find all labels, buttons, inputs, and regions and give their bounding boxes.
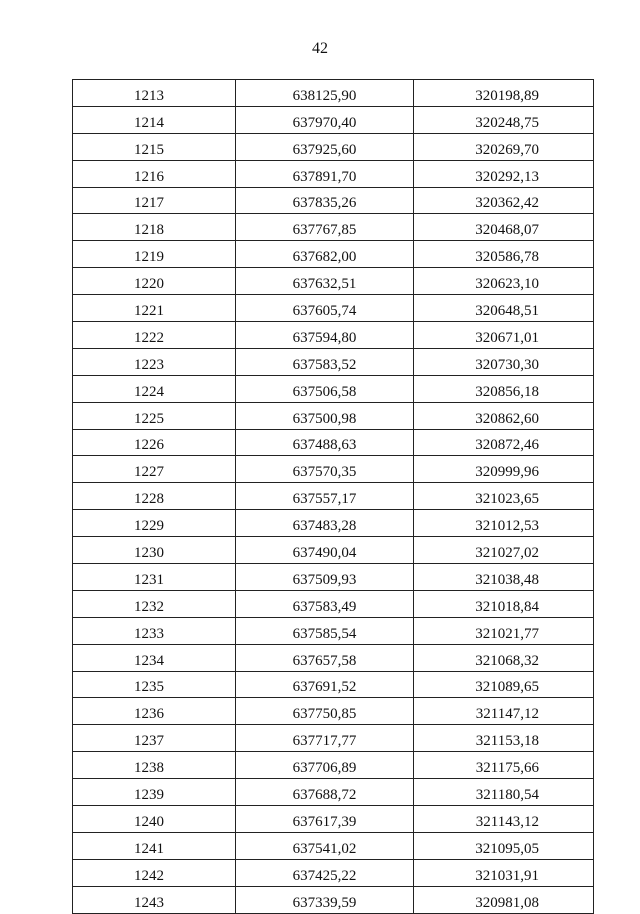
x-coordinate-cell: 637425,22 [236,859,414,886]
x-coordinate-cell: 637750,85 [236,698,414,725]
x-coordinate-cell: 637583,52 [236,348,414,375]
x-coordinate-cell: 637891,70 [236,160,414,187]
table-row [73,160,594,187]
x-coordinate-cell: 637706,89 [236,752,414,779]
point-number-cell: 1219 [73,241,236,268]
table-row [73,214,594,241]
table-row [73,564,594,591]
table-row [73,671,594,698]
y-coordinate-cell: 320586,78 [414,241,594,268]
x-coordinate-cell: 637509,93 [236,564,414,591]
table-row [73,375,594,402]
point-number-cell: 1218 [73,214,236,241]
x-coordinate-cell: 637970,40 [236,106,414,133]
point-number-cell: 1242 [73,859,236,886]
x-coordinate-cell: 637585,54 [236,617,414,644]
table-row [73,644,594,671]
y-coordinate-cell: 321021,77 [414,617,594,644]
point-number-cell: 1237 [73,725,236,752]
x-coordinate-cell: 637557,17 [236,483,414,510]
x-coordinate-cell: 637835,26 [236,187,414,214]
x-coordinate-cell: 637682,00 [236,241,414,268]
point-number-cell: 1223 [73,348,236,375]
point-number-cell: 1239 [73,779,236,806]
y-coordinate-cell: 321147,12 [414,698,594,725]
y-coordinate-cell: 320862,60 [414,402,594,429]
y-coordinate-cell: 320362,42 [414,187,594,214]
point-number-cell: 1217 [73,187,236,214]
table-row [73,80,594,107]
table-row [73,322,594,349]
point-number-cell: 1226 [73,429,236,456]
page-number: 42 [312,40,328,57]
y-coordinate-cell: 320981,08 [414,886,594,913]
table-row [73,537,594,564]
x-coordinate-cell: 637605,74 [236,295,414,322]
y-coordinate-cell: 321023,65 [414,483,594,510]
point-number-cell: 1236 [73,698,236,725]
point-number-cell: 1222 [73,322,236,349]
point-number-cell: 1225 [73,402,236,429]
x-coordinate-cell: 638125,90 [236,80,414,107]
point-number-cell: 1232 [73,590,236,617]
point-number-cell: 1224 [73,375,236,402]
table-row [73,187,594,214]
point-number-cell: 1220 [73,268,236,295]
table-row [73,456,594,483]
table-row [73,590,594,617]
y-coordinate-cell: 321031,91 [414,859,594,886]
table-row [73,806,594,833]
table-row [73,133,594,160]
y-coordinate-cell: 321027,02 [414,537,594,564]
x-coordinate-cell: 637617,39 [236,806,414,833]
x-coordinate-cell: 637767,85 [236,214,414,241]
point-number-cell: 1243 [73,886,236,913]
table-row [73,402,594,429]
table-row [73,886,594,913]
point-number-cell: 1231 [73,564,236,591]
y-coordinate-cell: 320856,18 [414,375,594,402]
table-body [73,80,594,914]
point-number-cell: 1241 [73,832,236,859]
x-coordinate-cell: 637594,80 [236,322,414,349]
table-row [73,832,594,859]
y-coordinate-cell: 321089,65 [414,671,594,698]
y-coordinate-cell: 320999,96 [414,456,594,483]
table-row [73,268,594,295]
y-coordinate-cell: 321068,32 [414,644,594,671]
table-row [73,106,594,133]
coordinates-table [72,79,594,914]
point-number-cell: 1235 [73,671,236,698]
x-coordinate-cell: 637490,04 [236,537,414,564]
y-coordinate-cell: 321095,05 [414,832,594,859]
x-coordinate-cell: 637657,58 [236,644,414,671]
point-number-cell: 1213 [73,80,236,107]
table-row [73,698,594,725]
x-coordinate-cell: 637632,51 [236,268,414,295]
point-number-cell: 1228 [73,483,236,510]
y-coordinate-cell: 320248,75 [414,106,594,133]
y-coordinate-cell: 320730,30 [414,348,594,375]
x-coordinate-cell: 637688,72 [236,779,414,806]
table-row [73,752,594,779]
x-coordinate-cell: 637500,98 [236,402,414,429]
x-coordinate-cell: 637541,02 [236,832,414,859]
y-coordinate-cell: 321180,54 [414,779,594,806]
point-number-cell: 1233 [73,617,236,644]
y-coordinate-cell: 320468,07 [414,214,594,241]
point-number-cell: 1221 [73,295,236,322]
table-row [73,859,594,886]
y-coordinate-cell: 320671,01 [414,322,594,349]
x-coordinate-cell: 637506,58 [236,375,414,402]
y-coordinate-cell: 321012,53 [414,510,594,537]
x-coordinate-cell: 637339,59 [236,886,414,913]
y-coordinate-cell: 320623,10 [414,268,594,295]
y-coordinate-cell: 320648,51 [414,295,594,322]
y-coordinate-cell: 321143,12 [414,806,594,833]
point-number-cell: 1240 [73,806,236,833]
point-number-cell: 1229 [73,510,236,537]
y-coordinate-cell: 320872,46 [414,429,594,456]
x-coordinate-cell: 637570,35 [236,456,414,483]
point-number-cell: 1215 [73,133,236,160]
x-coordinate-cell: 637717,77 [236,725,414,752]
table-row [73,617,594,644]
y-coordinate-cell: 320292,13 [414,160,594,187]
table-row [73,510,594,537]
x-coordinate-cell: 637925,60 [236,133,414,160]
y-coordinate-cell: 321175,66 [414,752,594,779]
x-coordinate-cell: 637583,49 [236,590,414,617]
point-number-cell: 1234 [73,644,236,671]
table-row [73,725,594,752]
y-coordinate-cell: 321153,18 [414,725,594,752]
table-row [73,295,594,322]
table-row [73,779,594,806]
x-coordinate-cell: 637483,28 [236,510,414,537]
point-number-cell: 1238 [73,752,236,779]
point-number-cell: 1227 [73,456,236,483]
point-number-cell: 1230 [73,537,236,564]
table-row [73,241,594,268]
y-coordinate-cell: 320269,70 [414,133,594,160]
y-coordinate-cell: 321038,48 [414,564,594,591]
table-row [73,483,594,510]
x-coordinate-cell: 637691,52 [236,671,414,698]
table-row [73,429,594,456]
x-coordinate-cell: 637488,63 [236,429,414,456]
y-coordinate-cell: 321018,84 [414,590,594,617]
point-number-cell: 1214 [73,106,236,133]
table-row [73,348,594,375]
y-coordinate-cell: 320198,89 [414,80,594,107]
point-number-cell: 1216 [73,160,236,187]
